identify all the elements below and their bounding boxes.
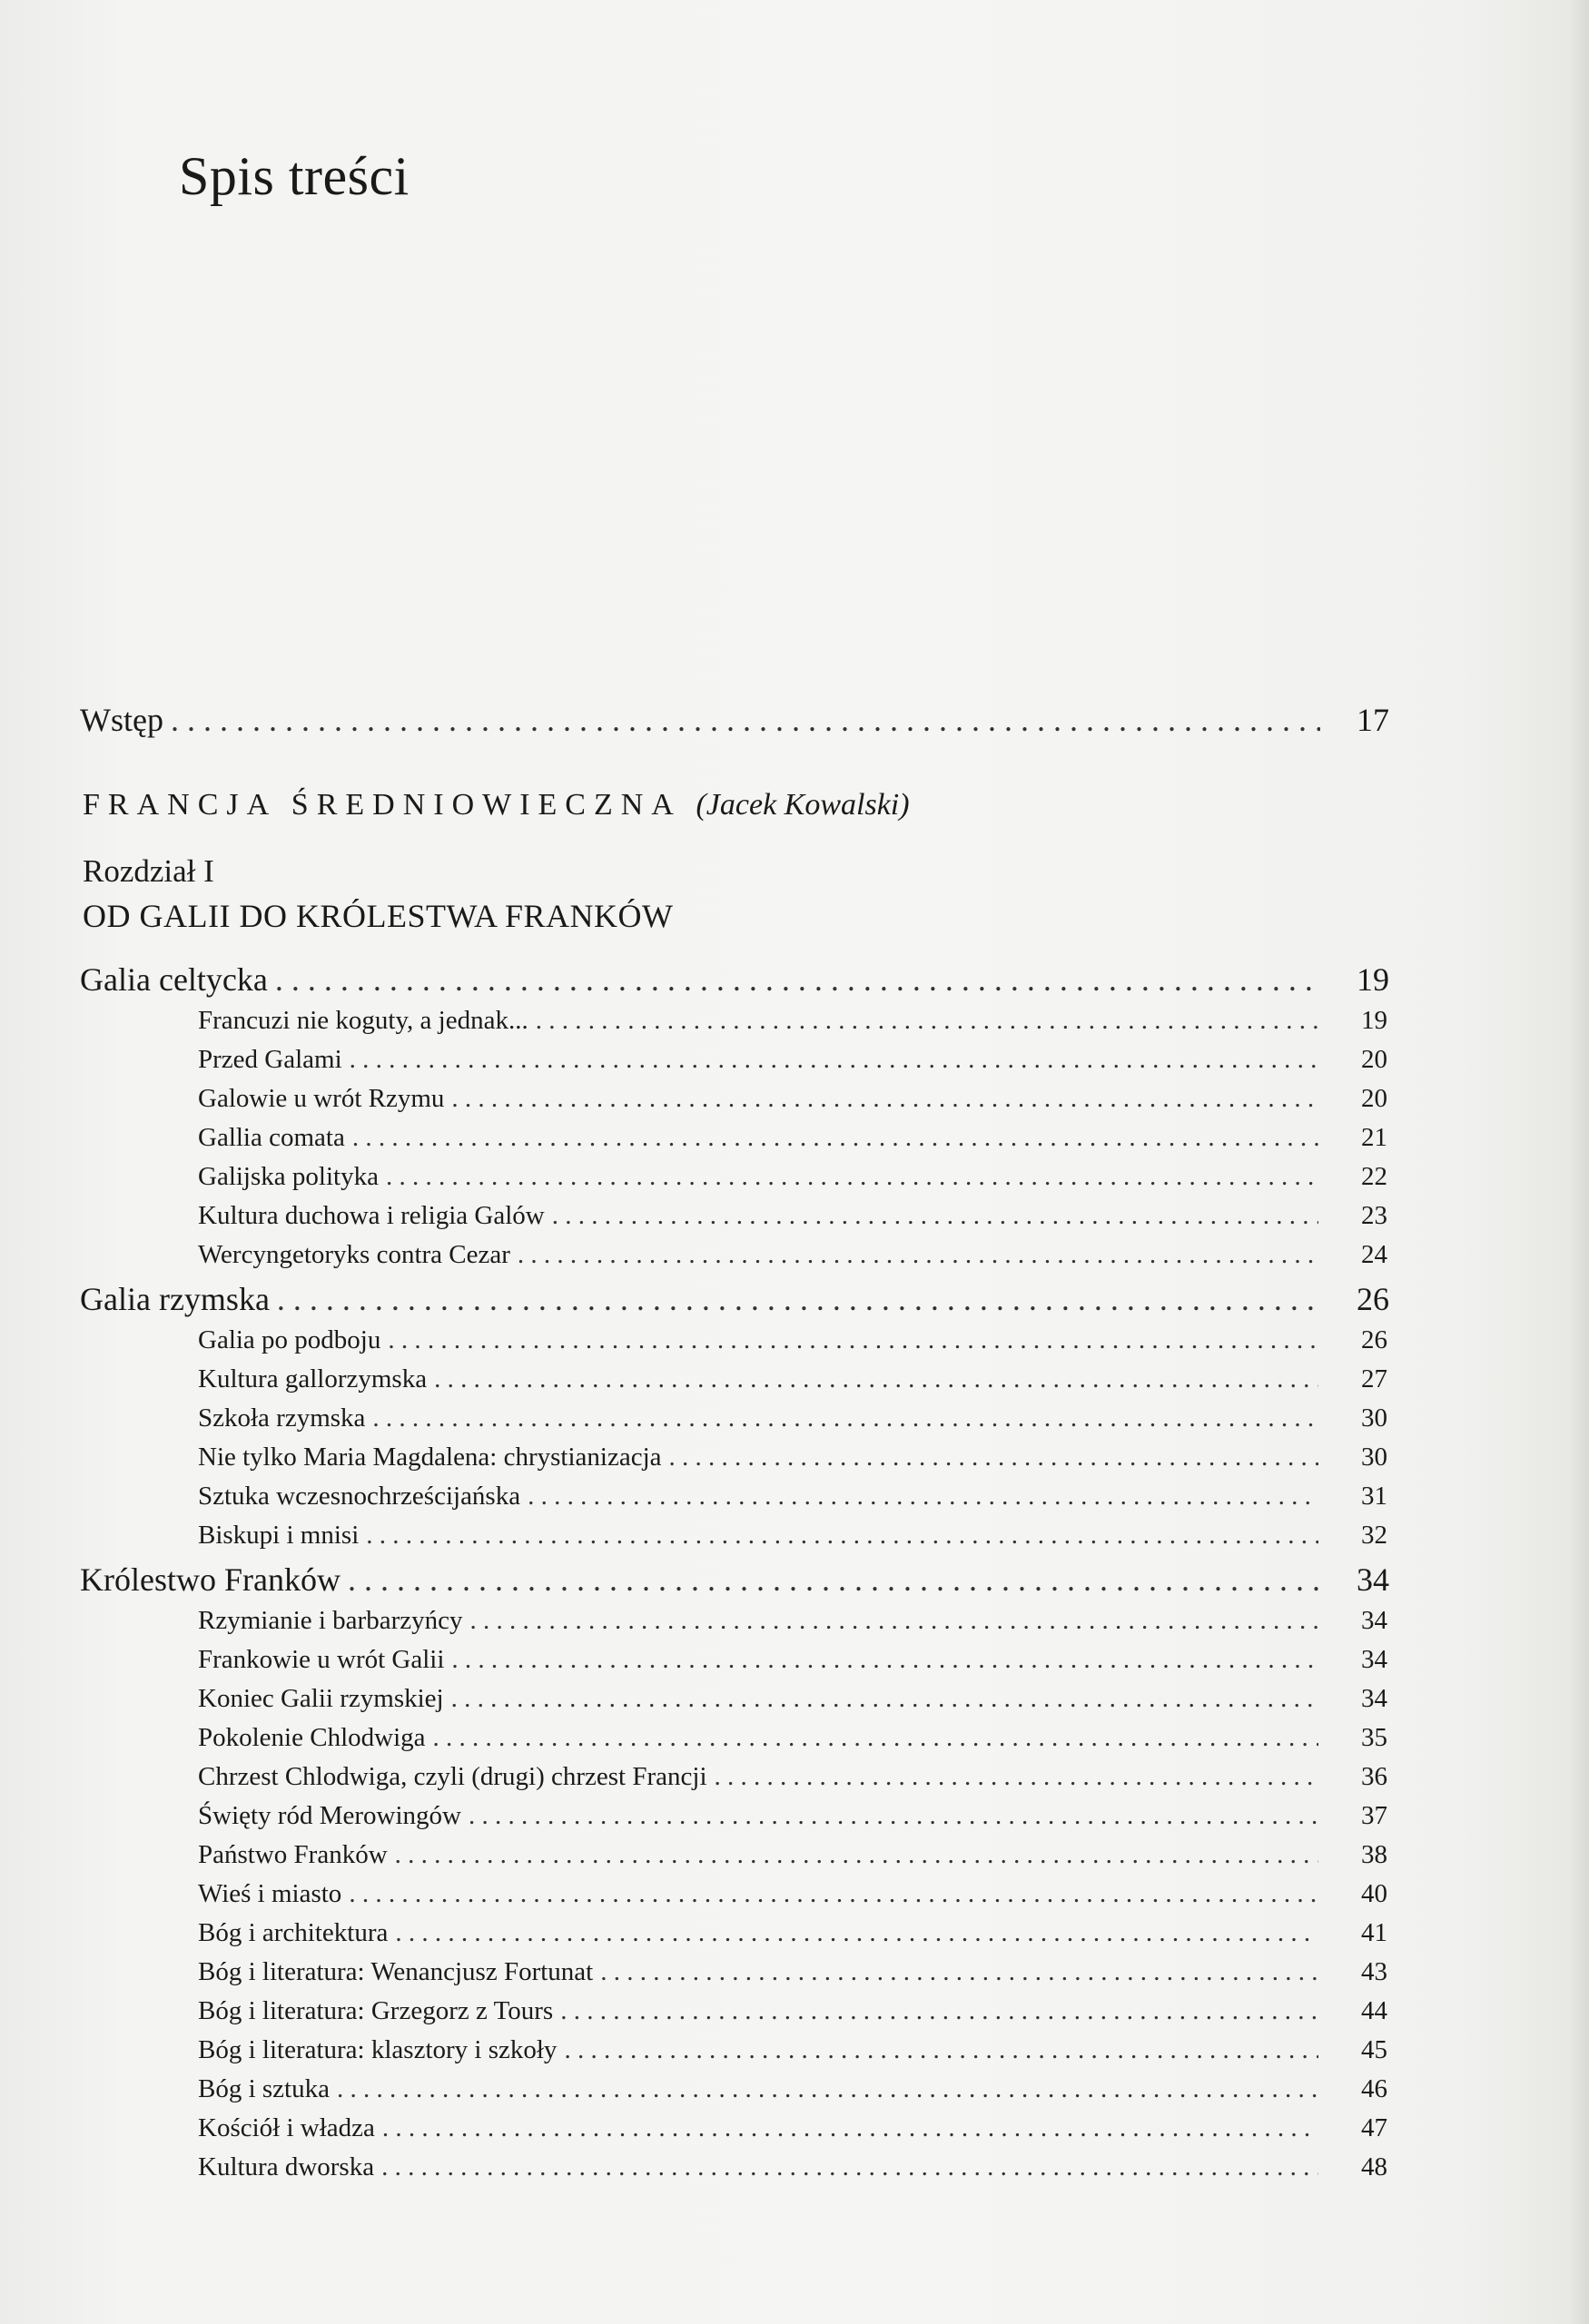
leader-dots bbox=[600, 1957, 1318, 1987]
toc-item bbox=[198, 1606, 1387, 1636]
toc-section-label: Galia celtycka bbox=[80, 961, 268, 998]
toc-item-label: Święty ród Merowingów bbox=[198, 1801, 461, 1830]
toc-item-label: Nie tylko Maria Magdalena: chrystianizacja bbox=[198, 1443, 662, 1472]
toc-item-label: Wieś i miasto bbox=[198, 1879, 342, 1908]
toc-page-number: 19 bbox=[1361, 1006, 1387, 1035]
toc-item-label: Galowie u wrót Rzymu bbox=[198, 1084, 445, 1113]
toc-entry-label: Wstęp bbox=[80, 702, 163, 738]
toc-item bbox=[198, 1364, 1387, 1394]
leader-dots bbox=[275, 960, 1320, 999]
toc-page-number: 22 bbox=[1361, 1162, 1387, 1191]
toc-item-label: Bóg i literatura: Grzegorz z Tours bbox=[198, 1996, 554, 2025]
leader-dots bbox=[348, 1561, 1320, 1599]
toc-item-label: Koniec Galii rzymskiej bbox=[198, 1684, 444, 1713]
toc-item bbox=[198, 2113, 1387, 2143]
leader-dots bbox=[669, 1443, 1318, 1472]
toc-item bbox=[198, 2074, 1387, 2104]
toc-item bbox=[198, 1045, 1387, 1075]
toc-item-label: Pokolenie Chlodwiga bbox=[198, 1723, 426, 1752]
leader-dots bbox=[350, 1045, 1318, 1075]
toc-item-label: Szkoła rzymska bbox=[198, 1403, 366, 1433]
leader-dots bbox=[552, 1201, 1318, 1231]
leader-dots bbox=[434, 1364, 1318, 1394]
toc-item bbox=[198, 1957, 1387, 1987]
leader-dots bbox=[528, 1482, 1318, 1512]
toc-section bbox=[80, 1280, 1389, 1318]
toc-item bbox=[198, 1801, 1387, 1831]
leader-dots bbox=[451, 1084, 1318, 1114]
toc-page-number: 44 bbox=[1361, 1996, 1387, 2025]
toc-item bbox=[198, 2035, 1387, 2065]
toc-item bbox=[198, 1879, 1387, 1909]
chapter-number: Rozdział I bbox=[83, 853, 214, 889]
toc-page-number: 36 bbox=[1361, 1762, 1387, 1791]
toc-item bbox=[198, 1521, 1387, 1551]
leader-dots bbox=[560, 1996, 1318, 2026]
toc-item bbox=[198, 1325, 1387, 1355]
toc-page-number: 40 bbox=[1361, 1879, 1387, 1908]
toc-section bbox=[80, 1561, 1389, 1599]
leader-dots bbox=[388, 1325, 1318, 1355]
toc-item bbox=[198, 2152, 1387, 2182]
toc-item-label: Kościół i władza bbox=[198, 2113, 375, 2142]
leader-dots bbox=[433, 1723, 1318, 1753]
leader-dots bbox=[352, 1123, 1318, 1153]
toc-item bbox=[198, 1403, 1387, 1433]
page-title: Spis treści bbox=[179, 146, 410, 206]
toc-page-number: 45 bbox=[1361, 2035, 1387, 2064]
toc-page-number: 26 bbox=[1361, 1325, 1387, 1354]
toc-item bbox=[198, 1684, 1387, 1714]
leader-dots bbox=[451, 1684, 1318, 1714]
toc-item bbox=[198, 1123, 1387, 1153]
toc-page-number: 37 bbox=[1361, 1801, 1387, 1830]
toc-page-number: 30 bbox=[1361, 1403, 1387, 1433]
toc-item-label: Kultura gallorzymska bbox=[198, 1364, 428, 1393]
leader-dots bbox=[715, 1762, 1318, 1792]
toc-item-label: Przed Galami bbox=[198, 1045, 342, 1074]
toc-item bbox=[198, 1006, 1387, 1036]
leader-dots bbox=[366, 1521, 1318, 1551]
toc-item bbox=[198, 1762, 1387, 1792]
toc-entry-intro bbox=[80, 701, 1389, 739]
toc-item-label: Kultura dworska bbox=[198, 2152, 375, 2181]
toc-page-number: 21 bbox=[1361, 1123, 1387, 1152]
toc-item bbox=[198, 1482, 1387, 1512]
toc-page-number: 35 bbox=[1361, 1723, 1387, 1752]
toc-section bbox=[80, 960, 1389, 999]
leader-dots bbox=[337, 2074, 1318, 2104]
toc-item-label: Frankowie u wrót Galii bbox=[198, 1645, 445, 1674]
leader-dots bbox=[395, 1840, 1318, 1870]
leader-dots bbox=[382, 2113, 1318, 2143]
leader-dots bbox=[536, 1006, 1318, 1036]
toc-page-number: 19 bbox=[1357, 961, 1389, 998]
part-author: (Jacek Kowalski) bbox=[696, 788, 910, 822]
toc-item bbox=[198, 1645, 1387, 1675]
leader-dots bbox=[277, 1280, 1320, 1318]
chapter-title: OD GALII DO KRÓLESTWA FRANKÓW bbox=[83, 898, 674, 934]
toc-item bbox=[198, 1201, 1387, 1231]
toc-page-number: 43 bbox=[1361, 1957, 1387, 1986]
toc-item bbox=[198, 1084, 1387, 1114]
toc-item-label: Bóg i architektura bbox=[198, 1918, 389, 1947]
toc-item bbox=[198, 1443, 1387, 1472]
leader-dots bbox=[470, 1606, 1319, 1636]
toc-page-number: 20 bbox=[1361, 1084, 1387, 1113]
leader-dots bbox=[372, 1403, 1318, 1433]
leader-dots bbox=[171, 701, 1320, 739]
toc-page-number: 34 bbox=[1361, 1606, 1387, 1635]
toc-item-label: Chrzest Chlodwiga, czyli (drugi) chrzest Francji bbox=[198, 1762, 707, 1791]
toc-item-label: Bóg i literatura: klasztory i szkoły bbox=[198, 2035, 558, 2064]
toc-item bbox=[198, 1918, 1387, 1948]
toc-item-label: Biskupi i mnisi bbox=[198, 1521, 360, 1550]
toc-page-number: 20 bbox=[1361, 1045, 1387, 1074]
page-edge-shadow bbox=[1569, 0, 1589, 2324]
toc-page-number: 34 bbox=[1361, 1645, 1387, 1674]
toc-page-number: 27 bbox=[1361, 1364, 1387, 1393]
part-heading bbox=[83, 788, 910, 822]
leader-dots bbox=[349, 1879, 1318, 1909]
toc-page-number: 17 bbox=[1357, 702, 1389, 738]
toc-page-number: 31 bbox=[1361, 1482, 1387, 1511]
toc-section-label: Królestwo Franków bbox=[80, 1561, 340, 1598]
toc-item-label: Wercyngetoryks contra Cezar bbox=[198, 1240, 510, 1269]
toc-item-label: Gallia comata bbox=[198, 1123, 345, 1152]
toc-item bbox=[198, 1840, 1387, 1870]
toc-item bbox=[198, 1162, 1387, 1192]
leader-dots bbox=[564, 2035, 1318, 2065]
leader-dots bbox=[386, 1162, 1318, 1192]
leader-dots bbox=[451, 1645, 1318, 1675]
toc-page-number: 38 bbox=[1361, 1840, 1387, 1869]
toc-section-label: Galia rzymska bbox=[80, 1281, 270, 1317]
toc-item-label: Rzymianie i barbarzyńcy bbox=[198, 1606, 463, 1635]
toc-page-number: 24 bbox=[1361, 1240, 1387, 1269]
toc-page-number: 26 bbox=[1357, 1281, 1389, 1317]
toc-item-label: Galia po podboju bbox=[198, 1325, 381, 1354]
toc-page-number: 41 bbox=[1361, 1918, 1387, 1947]
toc-page-number: 48 bbox=[1361, 2152, 1387, 2181]
toc-page-number: 30 bbox=[1361, 1443, 1387, 1472]
toc-item bbox=[198, 1996, 1387, 2026]
toc-page-number: 34 bbox=[1357, 1561, 1389, 1598]
toc-page-number: 47 bbox=[1361, 2113, 1387, 2142]
toc-item-label: Sztuka wczesnochrześcijańska bbox=[198, 1482, 521, 1511]
toc-item-label: Galijska polityka bbox=[198, 1162, 379, 1191]
toc-item bbox=[198, 1723, 1387, 1753]
toc-page-number: 32 bbox=[1361, 1521, 1387, 1550]
toc-item-label: Kultura duchowa i religia Galów bbox=[198, 1201, 545, 1230]
leader-dots bbox=[381, 2152, 1318, 2182]
leader-dots bbox=[469, 1801, 1318, 1831]
toc-item-label: Bóg i sztuka bbox=[198, 2074, 330, 2103]
toc-item-label: Francuzi nie koguty, a jednak... bbox=[198, 1006, 528, 1035]
toc-item-label: Państwo Franków bbox=[198, 1840, 388, 1869]
leader-dots bbox=[518, 1240, 1318, 1270]
leader-dots bbox=[395, 1918, 1318, 1948]
toc-item bbox=[198, 1240, 1387, 1270]
toc-page-number: 23 bbox=[1361, 1201, 1387, 1230]
toc-item-label: Bóg i literatura: Wenancjusz Fortunat bbox=[198, 1957, 594, 1986]
toc-page-number: 46 bbox=[1361, 2074, 1387, 2103]
toc-page-number: 34 bbox=[1361, 1684, 1387, 1713]
part-title: FRANCJA ŚREDNIOWIECZNA bbox=[83, 788, 680, 822]
